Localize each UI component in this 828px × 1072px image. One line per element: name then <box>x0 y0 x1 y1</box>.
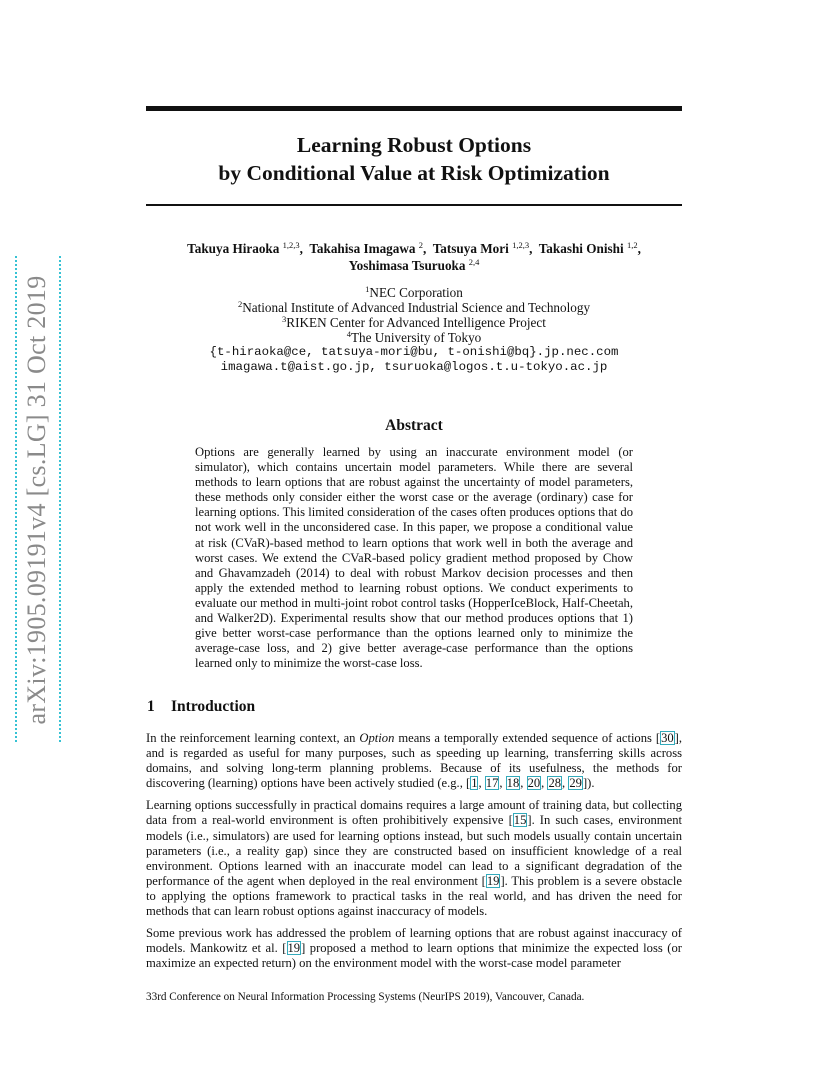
abstract-text: Options are generally learned by using an inaccurate environment model (or simulator), which contains uncertain model parameters. While there are several methods to learn options that are robust against the uncertainty of model parameters, these methods only consider either the worst case or the average (ordinary) case for learning options. This limited consideration of the cases often produces options that do not work well in the unconsidered case. In this paper, we propose a conditional value at risk (CVaR)-based method to learn options that work well in both the average and worst cases. We extend the CVaR-based policy gradient method proposed by Chow and Ghavamzadeh (2014) to deal with robust Markov decision processes and then apply the extended method to learning robust options. We conduct experiments to evaluate our method in multi-joint robot control tasks (HopperIceBlock, Half-Cheetah, and Walker2D). Experimental results show that our method produces options that 1) give better worst-case performance than the options learned only to minimize the average-case loss, and 2) give better average-case performance than the options learned only to minimize the worst-case loss. <box>195 445 633 671</box>
abstract-body <box>195 445 633 671</box>
author-name: Yoshimasa Tsuruoka <box>348 258 466 273</box>
title-rule-bottom <box>146 204 682 206</box>
author-list: Takuya Hiraoka $^{1,2,3}$, Takahisa Imagawa $^2$, Tatsuya Mori $^{1,2,3}$, Takashi Onishi $^{1,2}$, Yoshimasa Tsuruoka $^{2,4}$ <box>187 240 641 273</box>
author-affiliation-marker: 2,4 <box>468 257 480 267</box>
email-line: imagawa.t@aist.go.jp, tsuruoka@logos.t.u-tokyo.ac.jp <box>220 360 608 374</box>
conference-footer: 33rd Conference on Neural Information Processing Systems (NeurIPS 2019), Vancouver, Canada. <box>146 991 585 1003</box>
author-name: Takuya Hiraoka <box>187 241 280 256</box>
author-name: Tatsuya Mori <box>432 241 509 256</box>
arxiv-identifier[interactable]: arXiv:1905.09191v4 [cs.LG] 31 Oct 2019 <box>22 275 51 725</box>
abstract-heading: Abstract <box>385 417 443 434</box>
citation-link[interactable]: 29 <box>569 776 582 791</box>
author-affiliation-marker: 1,2 <box>626 240 638 250</box>
arxiv-stamp-border-right <box>59 256 61 742</box>
affiliation-item: $^2$National Institute of Advanced Industrial Science and Technology <box>237 299 591 315</box>
affiliation-item: $^4$The University of Tokyo <box>346 329 482 345</box>
section-heading <box>147 698 255 716</box>
section-title: Introduction <box>171 698 256 715</box>
arxiv-stamp-border-left <box>15 256 17 742</box>
author-name: Takashi Onishi <box>538 241 624 256</box>
paper-title-line-1: Learning Robust Options <box>296 133 532 157</box>
email-line: {t-hiraoka@ce, tatsuya-mori@bu, t-onishi@bq}.jp.nec.com <box>209 345 619 359</box>
paragraph: In the reinforcement learning context, an Option means a temporally extended sequence of actions [30], and is regarded as useful for many purposes, such as speeding up learning, transferring skills across domains, and solving long-term planning problems. Because of its usefulness, the methods for discovering (learning) options have been actively studied (e.g., [1, 17, 18, 20, 28, 29]). <box>146 731 682 791</box>
affiliation-item: $^1$NEC Corporation <box>365 284 463 300</box>
title-rule-top <box>146 106 682 111</box>
citation-link[interactable]: 28 <box>548 776 562 791</box>
affiliation-item: $^3$RIKEN Center for Advanced Intelligence Project <box>282 314 546 330</box>
author-affiliation-marker: 2 <box>418 240 424 250</box>
citation-link[interactable]: 19 <box>287 941 301 956</box>
citation-link[interactable]: 18 <box>506 776 520 791</box>
section-number: 1 <box>147 698 155 715</box>
author-affiliation-marker: 1,2,3 <box>282 240 300 250</box>
introduction-body <box>146 731 682 978</box>
author-affiliation-marker: 1,2,3 <box>512 240 530 250</box>
paper-title-line-2: by Conditional Value at Risk Optimization <box>218 161 610 185</box>
citation-link[interactable]: 20 <box>527 776 541 791</box>
citation-link[interactable]: 17 <box>485 776 499 791</box>
author-name: Takahisa Imagawa <box>309 241 416 256</box>
paragraph: Learning options successfully in practical domains requires a large amount of training data, but collecting data from a real-world environment is often prohibitively expensive [15]. In such cases, environment models (i.e., simulators) are used for learning options instead, but such models usually contain uncertain parameters (i.e., a reality gap) since they are constructed based on insufficient knowledge of a real environment. Options learned with an inaccurate model can lead to a significant degradation of the performance of the agent when deployed in the real environment [19]. This problem is a severe obstacle to applying the options framework to practical tasks in the real world, and has driven the need for methods that can learn robust options against inaccuracy of models. <box>146 798 682 919</box>
paragraph: Some previous work has addressed the problem of learning options that are robust against inaccuracy of models. Mankowitz et al. [19] proposed a method to learn options that minimize the expected loss (or maximize an expected return) on the environment model with the worst-case model parameter <box>146 926 682 971</box>
citation-link[interactable]: 15 <box>513 813 527 828</box>
citation-link[interactable]: 19 <box>486 873 500 888</box>
citation-link[interactable]: 1 <box>471 776 478 791</box>
citation-link[interactable]: 30 <box>661 731 674 745</box>
affiliation-list <box>146 285 682 375</box>
